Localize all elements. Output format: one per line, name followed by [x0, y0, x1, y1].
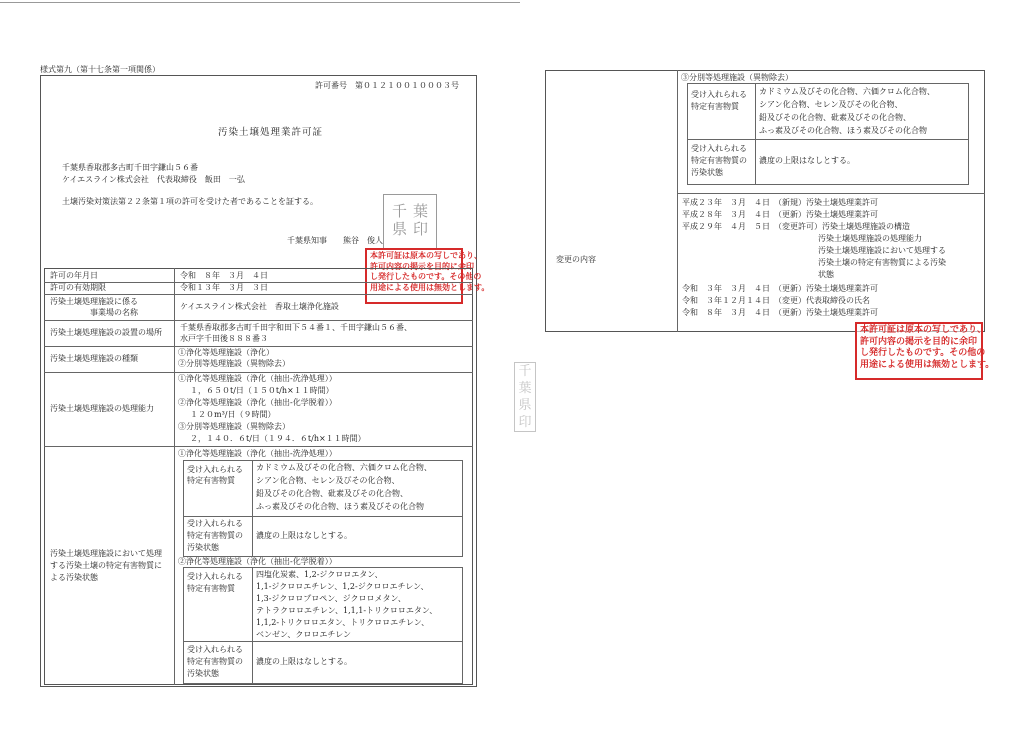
change-entry: 汚染土壌の特定有害物質による汚染 — [682, 258, 946, 267]
page2-divider — [677, 70, 678, 332]
change-entry: 状態 — [682, 270, 834, 279]
sec2-sub-label: 特定有害物質 — [187, 584, 235, 593]
sec2-title: ②浄化等処理施設（浄化（抽出-化学脱着）） — [178, 557, 337, 566]
sec1-state-label: 受け入れられる — [187, 519, 243, 528]
capacity-line: ②浄化等処理施設（浄化（抽出-化学脱着）） — [178, 398, 337, 407]
sec2-state-label: 特定有害物質の — [187, 657, 243, 666]
sec3-item: カドミウム及びその化合物、六価クロム化合物、 — [759, 87, 935, 96]
sec3-state-value: 濃度の上限はなしとする。 — [759, 156, 855, 165]
row-separator — [44, 346, 473, 347]
sec3-state-label: 受け入れられる — [691, 144, 747, 153]
location-value: 水戸字千田後８８８番３ — [180, 334, 268, 343]
sec3-item: シアン化合物、セレン及びその化合物、 — [759, 100, 903, 109]
doc-title: 汚染土壌処理業許可証 — [218, 127, 324, 138]
sec2-item: テトラクロロエチレン、1,1,1-トリクロロエタン、 — [256, 606, 438, 615]
table-divider — [174, 268, 175, 685]
facility-name-label: 汚染土壌処理施設に係る — [50, 297, 138, 306]
sec3-state-label: 汚染状態 — [691, 168, 723, 177]
sec3-divider — [755, 83, 756, 185]
holder-address: 千葉県香取郡多古町千田字鎌山５６番 — [62, 163, 198, 172]
sec1-sub-label: 受け入れられる — [187, 465, 243, 474]
contamination-label: 汚染土壌処理施設において処理 — [50, 549, 162, 558]
copy-notice-stamp-2: 本許可証は原本の写しであり、 許可内容の掲示を目的に余印 し発行したものです。その他の 用途による使用は無効とします。 — [855, 322, 983, 380]
change-entry: 汚染土壌処理施設において処理する — [682, 246, 946, 255]
contamination-label: する汚染土壌の特定有害物質に — [50, 561, 162, 570]
capacity-line: ①浄化等処理施設（浄化（抽出-洗浄処理）） — [178, 374, 337, 383]
changes-label: 変更の内容 — [556, 255, 596, 264]
contamination-label: よる汚染状態 — [50, 573, 98, 582]
sec1-item: カドミウム及びその化合物、六価クロム化合物、 — [256, 463, 432, 472]
permit-date-label: 許可の年月日 — [50, 271, 98, 280]
form-label: 様式第九（第十七条第一項関係） — [40, 65, 160, 74]
permit-number: 許可番号 第０１２１００１０００３号 — [315, 81, 459, 90]
sec2-item: 1,3-ジクロロプロペン、ジクロロメタン、 — [256, 594, 406, 603]
change-entry: 令和 ８年 ３月 ４日 （更新）汚染土壌処理業許可 — [682, 308, 878, 317]
certify-text: 土壌汚染対策法第２２条第１項の許可を受けた者であることを証する。 — [62, 197, 318, 206]
sec3-item: ふっ素及びその化合物、ほう素及びその化合物 — [759, 126, 927, 135]
issuer: 千葉県知事 熊谷 俊人 — [287, 236, 383, 245]
location-value: 千葉県香取郡多古町千田字和田下５４番１、千田字鎌山５６番、 — [180, 323, 412, 332]
copy-notice-stamp: 本許可証は原本の写しであり、 許可内容の掲示を目的に余印 し発行したものです。その他の 用途による使用は無効とします。 — [365, 248, 463, 304]
sec2-item: 1,1-ジクロロエチレン、1,2-ジクロロエチレン、 — [256, 582, 429, 591]
sec2-item: ベンゼン、クロロエチレン — [256, 630, 351, 639]
sec1-state-label: 特定有害物質の — [187, 531, 243, 540]
permit-date-value: 令和 ８年 ３月 ４日 — [180, 271, 268, 280]
sec1-separator — [183, 516, 463, 517]
change-entry: 令和 ３年 ３月 ４日 （更新）汚染土壌処理業許可 — [682, 284, 878, 293]
sec2-sub-label: 受け入れられる — [187, 572, 243, 581]
change-entry: 令和 ３年１２月１４日 （変更）代表取締役の氏名 — [682, 296, 870, 305]
holder-company: ケイエスライン株式会社 代表取締役 飯田 一弘 — [62, 175, 245, 184]
sec3-title: ③分別等処理施設（異物除去） — [681, 73, 793, 82]
sec1-item: ふっ素及びその化合物、ほう素及びその化合物 — [256, 502, 424, 511]
row-separator — [44, 446, 473, 447]
sec3-sub-label: 受け入れられる — [691, 90, 747, 99]
kind-value: ①浄化等処理施設（浄化） — [178, 348, 274, 357]
page2-row-separator — [677, 193, 985, 194]
sec1-state-label: 汚染状態 — [187, 543, 219, 552]
capacity-label: 汚染土壌処理施設の処理能力 — [50, 404, 154, 413]
sec1-item: 鉛及びその化合物、砒素及びその化合物、 — [256, 489, 408, 498]
sec3-state-label: 特定有害物質の — [691, 156, 747, 165]
sec3-sub-label: 特定有害物質 — [691, 102, 739, 111]
change-entry: 平成２８年 ３月 ４日 （更新）汚染土壌処理業許可 — [682, 210, 878, 219]
sec1-item: シアン化合物、セレン及びその化合物、 — [256, 476, 400, 485]
sec2-item: 四塩化炭素、1,2-ジクロロエタン、 — [256, 570, 383, 579]
kind-label: 汚染土壌処理施設の種類 — [50, 354, 138, 363]
sec2-state-label: 汚染状態 — [187, 669, 219, 678]
facility-name-label: 事業場の名称 — [90, 308, 138, 317]
sec1-sub-label: 特定有害物質 — [187, 476, 235, 485]
sec2-state-value: 濃度の上限はなしとする。 — [256, 657, 352, 666]
capacity-line: １，６５０t/日（１５０t/h×１１時間） — [190, 386, 334, 395]
official-seal: 千 葉 県 印 — [383, 194, 437, 250]
row-separator — [44, 320, 473, 321]
expiry-label: 許可の有効期限 — [50, 283, 106, 292]
scan-edge-line — [0, 2, 520, 3]
capacity-line: ２，１４０．６t/日（１９４．６t/h×１１時間） — [190, 434, 366, 443]
capacity-line: １２０m³/日（９時間） — [190, 410, 276, 419]
location-label: 汚染土壌処理施設の設置の場所 — [50, 328, 162, 337]
row-separator — [44, 372, 473, 373]
sec1-divider — [252, 460, 253, 557]
facility-name-value: ケイエスライン株式会社 香取土壌浄化施設 — [180, 302, 339, 311]
sec2-item: 1,1,2-トリクロロエタン、トリクロロエチレン、 — [256, 618, 430, 627]
sec1-title: ①浄化等処理施設（浄化（抽出-洗浄処理）） — [178, 449, 337, 458]
row-separator — [44, 294, 473, 295]
change-entry: 汚染土壌処理施設の処理能力 — [682, 234, 922, 243]
sec2-divider — [252, 567, 253, 684]
capacity-line: ③分別等処理施設（異物除去） — [178, 422, 290, 431]
change-entry: 平成２９年 ４月 ５日 （変更許可）汚染土壌処理施設の構造 — [682, 222, 910, 231]
sec3-item: 鉛及びその化合物、砒素及びその化合物、 — [759, 113, 911, 122]
expiry-value: 令和１３年 ３月 ３日 — [180, 283, 268, 292]
change-entry: 平成２３年 ３月 ４日 （新規）汚染土壌処理業許可 — [682, 198, 878, 207]
sec2-separator — [183, 641, 463, 642]
sec3-separator — [687, 139, 969, 140]
sec1-state-value: 濃度の上限はなしとする。 — [256, 531, 352, 540]
kind-value: ②分別等処理施設（異物除去） — [178, 359, 290, 368]
sec2-state-label: 受け入れられる — [187, 645, 243, 654]
faint-seal-mark: 千 葉 県 印 — [514, 362, 536, 432]
